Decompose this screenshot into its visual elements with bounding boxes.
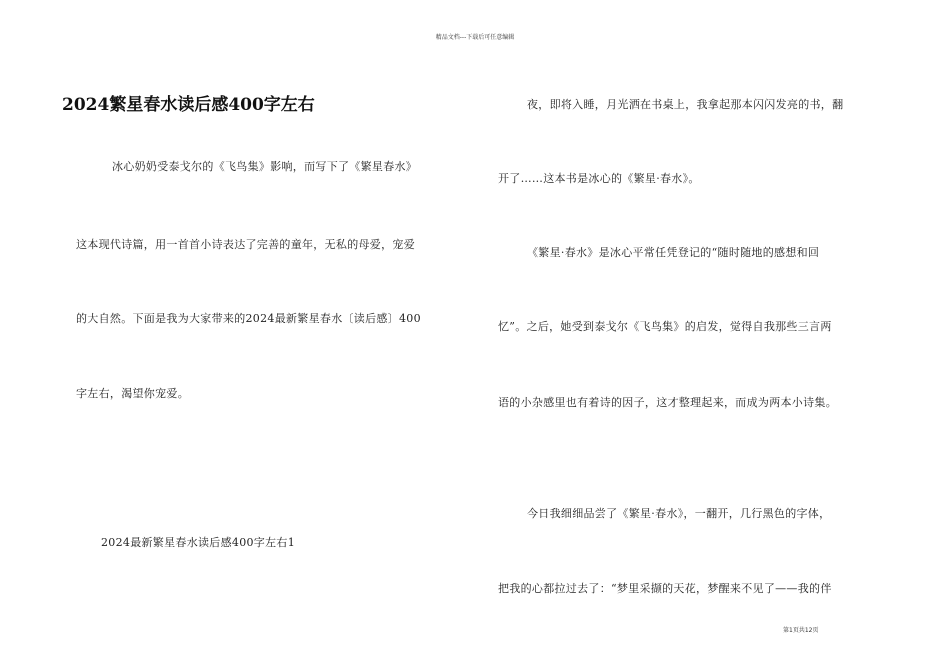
document-title: 2024繁星春水读后感400字左右 xyxy=(62,95,315,115)
paragraph-line: 字左右，渴望你宠爱。 xyxy=(76,387,189,400)
paragraph-line: 的大自然。下面是我为大家带来的2024最新繁星春水〔读后感〕400 xyxy=(76,312,421,325)
paragraph-line: 今日我细细品尝了《繁星·春水》，一翻开，几行黑色的字体， xyxy=(527,507,831,520)
paragraph-line: 把我的心都拉过去了：“梦里采撷的天花，梦醒来不见了——我的伴 xyxy=(498,582,832,595)
paragraph-line: 《繁星·春水》是冰心平常任凭登记的“随时随地的感想和回 xyxy=(527,246,820,259)
paragraph-line: 这本现代诗篇，用一首首小诗表达了完善的童年，无私的母爱，宠爱 xyxy=(76,238,415,251)
paragraph-line: 冰心奶奶受泰戈尔的《飞鸟集》影响，而写下了《繁星春水》 xyxy=(112,160,418,173)
paragraph-line: 语的小杂感里也有着诗的因子，这才整理起来，而成为两本小诗集。 xyxy=(498,396,837,409)
page-number: 第1页共12页 xyxy=(783,627,819,634)
paragraph-line: 忆”。之后，她受到泰戈尔《飞鸟集》的启发，觉得自我那些三言两 xyxy=(498,320,832,333)
paragraph-line: 开了……这本书是冰心的《繁星·春水》。 xyxy=(498,172,700,185)
section-heading: 2024最新繁星春水读后感400字左右1 xyxy=(101,536,295,549)
paragraph-line: 夜，即将入睡，月光洒在书桌上，我拿起那本闪闪发亮的书，翻 xyxy=(527,98,844,111)
page-header: 精品文档---下载后可任意编辑 xyxy=(435,34,515,41)
